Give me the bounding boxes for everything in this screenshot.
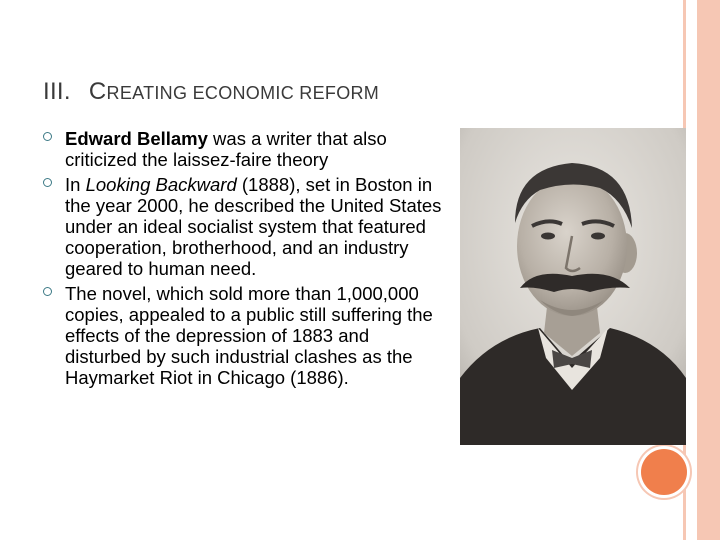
decorative-right-border — [697, 0, 720, 540]
bullet-1-name: Edward Bellamy — [65, 128, 208, 149]
title-first-letter: C — [88, 78, 107, 105]
bullet-list — [43, 128, 443, 392]
decorative-orange-circle — [641, 449, 687, 495]
bullet-item-3 — [43, 283, 443, 388]
bullet-1-text: was a writer that also criticized the laissez-faire theory — [65, 128, 387, 170]
bullet-2-book-title: Looking Backward — [85, 174, 237, 195]
slide-title — [43, 78, 379, 106]
bullet-2-text: (1888), set in Boston in the year 2000, he described the United States under an ideal socialist system that featured cooperation, brotherhood, and an industry geared to human need. — [65, 174, 442, 279]
bullet-item-1 — [43, 128, 443, 170]
title-rest: REATING ECONOMIC REFORM — [106, 83, 380, 103]
title-number: III. — [43, 78, 71, 105]
bullet-2-prefix: In — [65, 174, 86, 195]
bullet-item-2 — [43, 174, 443, 279]
portrait-photo — [460, 128, 686, 445]
circle-bullet-icon — [43, 287, 52, 296]
circle-bullet-icon — [43, 132, 52, 141]
bullet-3-text: The novel, which sold more than 1,000,000 copies, appealed to a public still suffering the effects of the depression of 1883 and disturbed by such industrial clashes as the Haymarket Riot in Chicago (1886). — [65, 283, 433, 388]
circle-bullet-icon — [43, 178, 52, 187]
